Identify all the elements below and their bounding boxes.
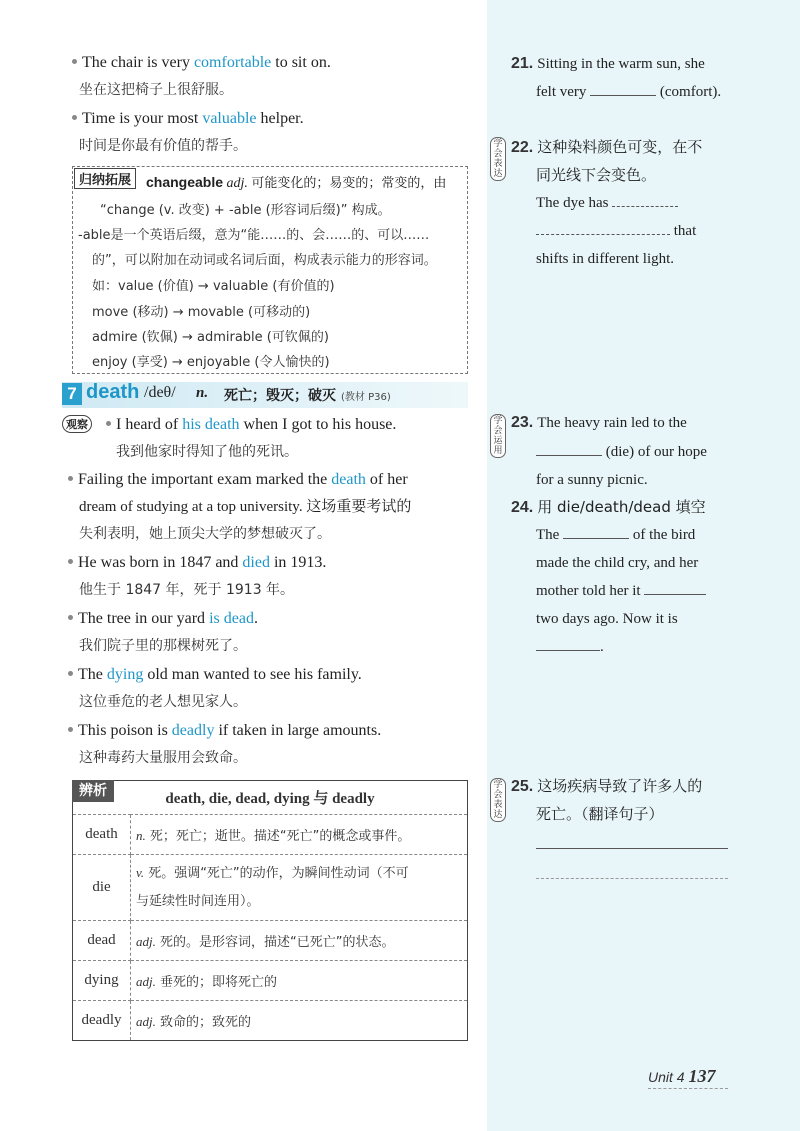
question-24-line: made the child cry, and her <box>536 555 699 571</box>
example-valuable: Time is your most valuable helper. <box>72 109 304 129</box>
example-dying: The dying old man wanted to see his family. <box>68 665 362 685</box>
footer-divider <box>648 1088 728 1089</box>
answer-blank[interactable] <box>536 442 602 456</box>
bullet-icon <box>68 727 73 732</box>
answer-blank[interactable] <box>590 82 656 96</box>
analysis-table <box>72 780 468 1041</box>
translation: 这种毒药大量服用会致命。 <box>79 750 247 766</box>
question-25-line: 死亡。（翻译句子） <box>536 805 664 823</box>
table-row: die v. 死。强调“死亡”的动作，为瞬间性动词（不可 与延续性时间连用）。 <box>73 855 468 921</box>
expansion-item: admire (钦佩) → admirable (可钦佩的) <box>92 330 329 345</box>
learn-express-badge: 学会表达 <box>490 137 506 181</box>
word-number-badge: 7 <box>62 383 82 405</box>
question-24: 24. 用 die/death/dead 填空 <box>511 498 706 516</box>
question-23-line: for a sunny picnic. <box>536 472 648 488</box>
question-23: 23. The heavy rain led to the <box>511 414 687 431</box>
learn-use-badge: 学会运用 <box>490 414 506 458</box>
question-24-line: . <box>536 637 604 657</box>
translation: 坐在这把椅子上很舒服。 <box>79 82 233 98</box>
table-row: death n. 死；死亡；逝世。描述“死亡”的概念或事件。 <box>73 815 468 855</box>
question-22-line: The dye has <box>536 193 678 213</box>
page-number: 137 <box>688 1066 716 1086</box>
answer-blank[interactable] <box>563 525 629 539</box>
example-comfortable: The chair is very comfortable to sit on. <box>72 53 331 73</box>
bullet-icon <box>72 59 77 64</box>
textbook-source: (教材 P36) <box>341 392 391 403</box>
translation: 我们院子里的那棵树死了。 <box>79 638 247 654</box>
bullet-icon <box>72 115 77 120</box>
translation: 这位垂危的老人想见家人。 <box>79 694 247 710</box>
question-21-line: felt very (comfort). <box>536 84 722 100</box>
answer-line[interactable] <box>536 878 728 879</box>
bullet-icon <box>68 559 73 564</box>
answer-blank[interactable] <box>644 581 706 595</box>
expansion-line: “change (v. 改变) + -able (形容词后缀)” 构成。 <box>100 203 391 218</box>
example-died: He was born in 1847 and died in 1913. <box>68 553 326 573</box>
example-deadly: This poison is deadly if taken in large amounts. <box>68 721 381 741</box>
answer-blank[interactable] <box>536 637 600 651</box>
question-24-line: mother told her it <box>536 581 706 601</box>
example-line: dream of studying at a top university. 这场重要考试的 <box>79 499 412 515</box>
answer-blank[interactable] <box>612 193 678 207</box>
phonetic: /deθ/ <box>144 384 176 401</box>
answer-line[interactable] <box>536 848 728 849</box>
analysis-tag: 辨析 <box>72 780 114 802</box>
chinese-definition: 死亡；毁灭；破灭 <box>224 388 336 404</box>
expansion-item: 如：value (价值) → valuable (有价值的) <box>92 279 335 294</box>
expansion-item: move (移动) → movable (可移动的) <box>92 305 311 320</box>
bullet-icon <box>68 615 73 620</box>
example-death-2: Failing the important exam marked the death of her <box>68 470 408 490</box>
bullet-icon <box>68 476 73 481</box>
page-footer: Unit 4 137 <box>648 1066 716 1086</box>
question-22: 22. 这种染料颜色可变，在不 <box>511 138 703 156</box>
expansion-line: 的”，可以附加在动词或名词后面，构成表示能力的形容词。 <box>92 253 437 268</box>
expansion-item: enjoy (享受) → enjoyable (令人愉快的) <box>92 355 330 370</box>
question-23-line: (die) of our hope <box>536 442 707 462</box>
question-25: 25. 这场疾病导致了许多人的 <box>511 777 703 795</box>
translation: 他生于 1847 年，死于 1913 年。 <box>79 582 295 598</box>
learn-express-badge: 学会表达 <box>490 778 506 822</box>
question-21: 21. Sitting in the warm sun, she <box>511 55 705 72</box>
question-22-line: that <box>536 221 696 241</box>
translation: 时间是你最有价值的帮手。 <box>79 138 247 154</box>
headword: death <box>86 381 140 403</box>
example-death: I heard of his death when I got to his house. <box>106 415 396 435</box>
table-row: dead adj. 死的。是形容词，描述“已死亡”的状态。 <box>73 921 468 961</box>
bullet-icon <box>68 671 73 676</box>
question-22-line: 同光线下会变色。 <box>536 166 657 184</box>
expansion-heading: changeable adj. 可能变化的；易变的；常变的，由 <box>146 174 447 191</box>
observe-tag: 观察 <box>62 415 92 433</box>
table-row: dying adj. 垂死的；即将死亡的 <box>73 961 468 1001</box>
question-22-line: shifts in different light. <box>536 251 675 267</box>
part-of-speech: n. <box>196 385 209 401</box>
answer-blank[interactable] <box>536 221 670 235</box>
bullet-icon <box>106 421 111 426</box>
table-title: death, die, dead, dying 与 deadly <box>73 781 468 815</box>
expansion-tag: 归纳拓展 <box>74 168 136 189</box>
example-dead: The tree in our yard is dead. <box>68 609 258 629</box>
table-row: deadly adj. 致命的；致死的 <box>73 1001 468 1041</box>
translation: 我到他家时得知了他的死讯。 <box>116 444 298 460</box>
question-24-line: two days ago. Now it is <box>536 611 678 627</box>
translation: 失利表明，她上顶尖大学的梦想破灭了。 <box>79 526 331 542</box>
expansion-line: -able是一个英语后缀，意为“能……的、会……的、可以…… <box>78 228 430 243</box>
question-24-line: The of the bird <box>536 527 696 543</box>
